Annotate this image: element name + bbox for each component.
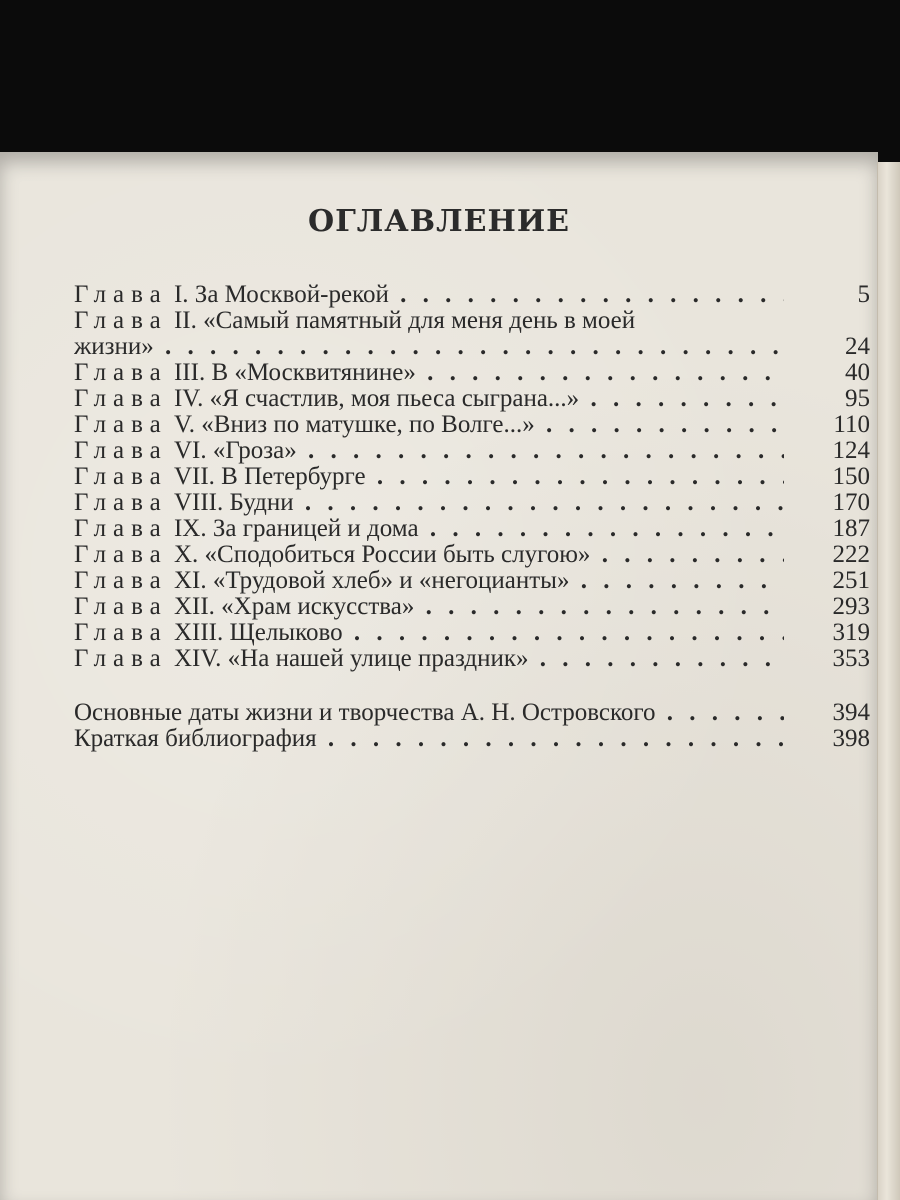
page-number: 40 bbox=[845, 359, 870, 386]
chapter-word: Глава bbox=[74, 386, 168, 412]
toc-entry bbox=[74, 568, 874, 594]
toc-entry bbox=[74, 464, 874, 490]
chapter-word: Глава bbox=[74, 307, 168, 334]
chapter-title: VI. «Гроза» bbox=[173, 438, 297, 464]
chapter-title: X. «Сподобиться России быть слугою» bbox=[173, 542, 591, 568]
toc-entry bbox=[74, 360, 874, 386]
chapter-word: Глава bbox=[74, 464, 168, 490]
chapter-word: Глава bbox=[74, 360, 168, 386]
page-number: 24 bbox=[845, 333, 870, 360]
chapter-title: XI. «Трудовой хлеб» и «негоцианты» bbox=[173, 568, 570, 594]
page-number: 319 bbox=[832, 619, 870, 646]
toc-heading: ОГЛАВЛЕНИЕ bbox=[307, 204, 571, 239]
table-of-contents bbox=[74, 282, 874, 752]
chapter-title: VII. В Петербурге bbox=[173, 464, 366, 490]
page-number: 124 bbox=[832, 437, 870, 464]
chapter-title: XII. «Храм искусства» bbox=[173, 594, 415, 620]
chapter-word: Глава bbox=[74, 438, 168, 464]
page-edge bbox=[877, 162, 900, 1200]
toc-entry bbox=[74, 646, 874, 672]
appendix-title: Краткая библиография bbox=[74, 726, 317, 752]
toc-entry bbox=[74, 490, 874, 516]
appendix-title: Основные даты жизни и творчества А. Н. Островского bbox=[74, 700, 656, 726]
toc-entry bbox=[74, 438, 874, 464]
chapter-word: Глава bbox=[74, 516, 168, 542]
toc-entry bbox=[74, 594, 874, 620]
page-number: 293 bbox=[832, 593, 870, 620]
page-number: 187 bbox=[832, 515, 870, 542]
chapter-word: Глава bbox=[74, 568, 168, 594]
toc-entry bbox=[74, 516, 874, 542]
toc-entry bbox=[74, 386, 874, 412]
chapter-word: Глава bbox=[74, 620, 168, 646]
page-number: 251 bbox=[832, 567, 870, 594]
appendix-entry bbox=[74, 726, 874, 752]
chapter-title: VIII. Будни bbox=[173, 490, 294, 516]
chapter-title: XIII. Щелыково bbox=[173, 620, 343, 646]
chapter-word: Глава bbox=[74, 594, 168, 620]
page-number: 150 bbox=[832, 463, 870, 490]
toc-entry bbox=[74, 542, 874, 568]
chapter-title: IV. «Я счастлив, моя пьеса сыграна...» bbox=[173, 386, 580, 412]
chapter-word: Глава bbox=[74, 542, 168, 568]
chapter-word: Глава bbox=[74, 646, 168, 672]
chapter-title-continued: жизни» bbox=[74, 334, 154, 360]
page-number: 398 bbox=[832, 725, 870, 752]
page-number: 394 bbox=[832, 699, 870, 726]
toc-entry bbox=[74, 620, 874, 646]
toc-entry bbox=[74, 282, 874, 308]
page-number: 95 bbox=[845, 385, 870, 412]
chapter-word: Глава bbox=[74, 412, 168, 438]
page-number: 110 bbox=[833, 411, 870, 438]
page-number: 5 bbox=[857, 281, 870, 308]
chapter-title: XIV. «На нашей улице праздник» bbox=[173, 646, 529, 672]
appendix-entry bbox=[74, 700, 874, 726]
page-number: 353 bbox=[832, 645, 870, 672]
toc-entry bbox=[74, 412, 874, 438]
chapter-title: III. В «Москвитянине» bbox=[173, 360, 416, 386]
chapter-title: V. «Вниз по матушке, по Волге...» bbox=[173, 412, 535, 438]
chapter-word: Глава bbox=[74, 282, 168, 308]
page-number: 170 bbox=[832, 489, 870, 516]
chapter-title: IX. За границей и дома bbox=[173, 516, 419, 542]
chapter-title: II. «Самый памятный для меня день в моей bbox=[173, 307, 636, 334]
chapter-word: Глава bbox=[74, 490, 168, 516]
toc-entry bbox=[74, 334, 874, 360]
toc-entry-line bbox=[74, 308, 874, 334]
chapter-title: I. За Москвой-рекой bbox=[173, 282, 389, 308]
page-number: 222 bbox=[832, 541, 870, 568]
